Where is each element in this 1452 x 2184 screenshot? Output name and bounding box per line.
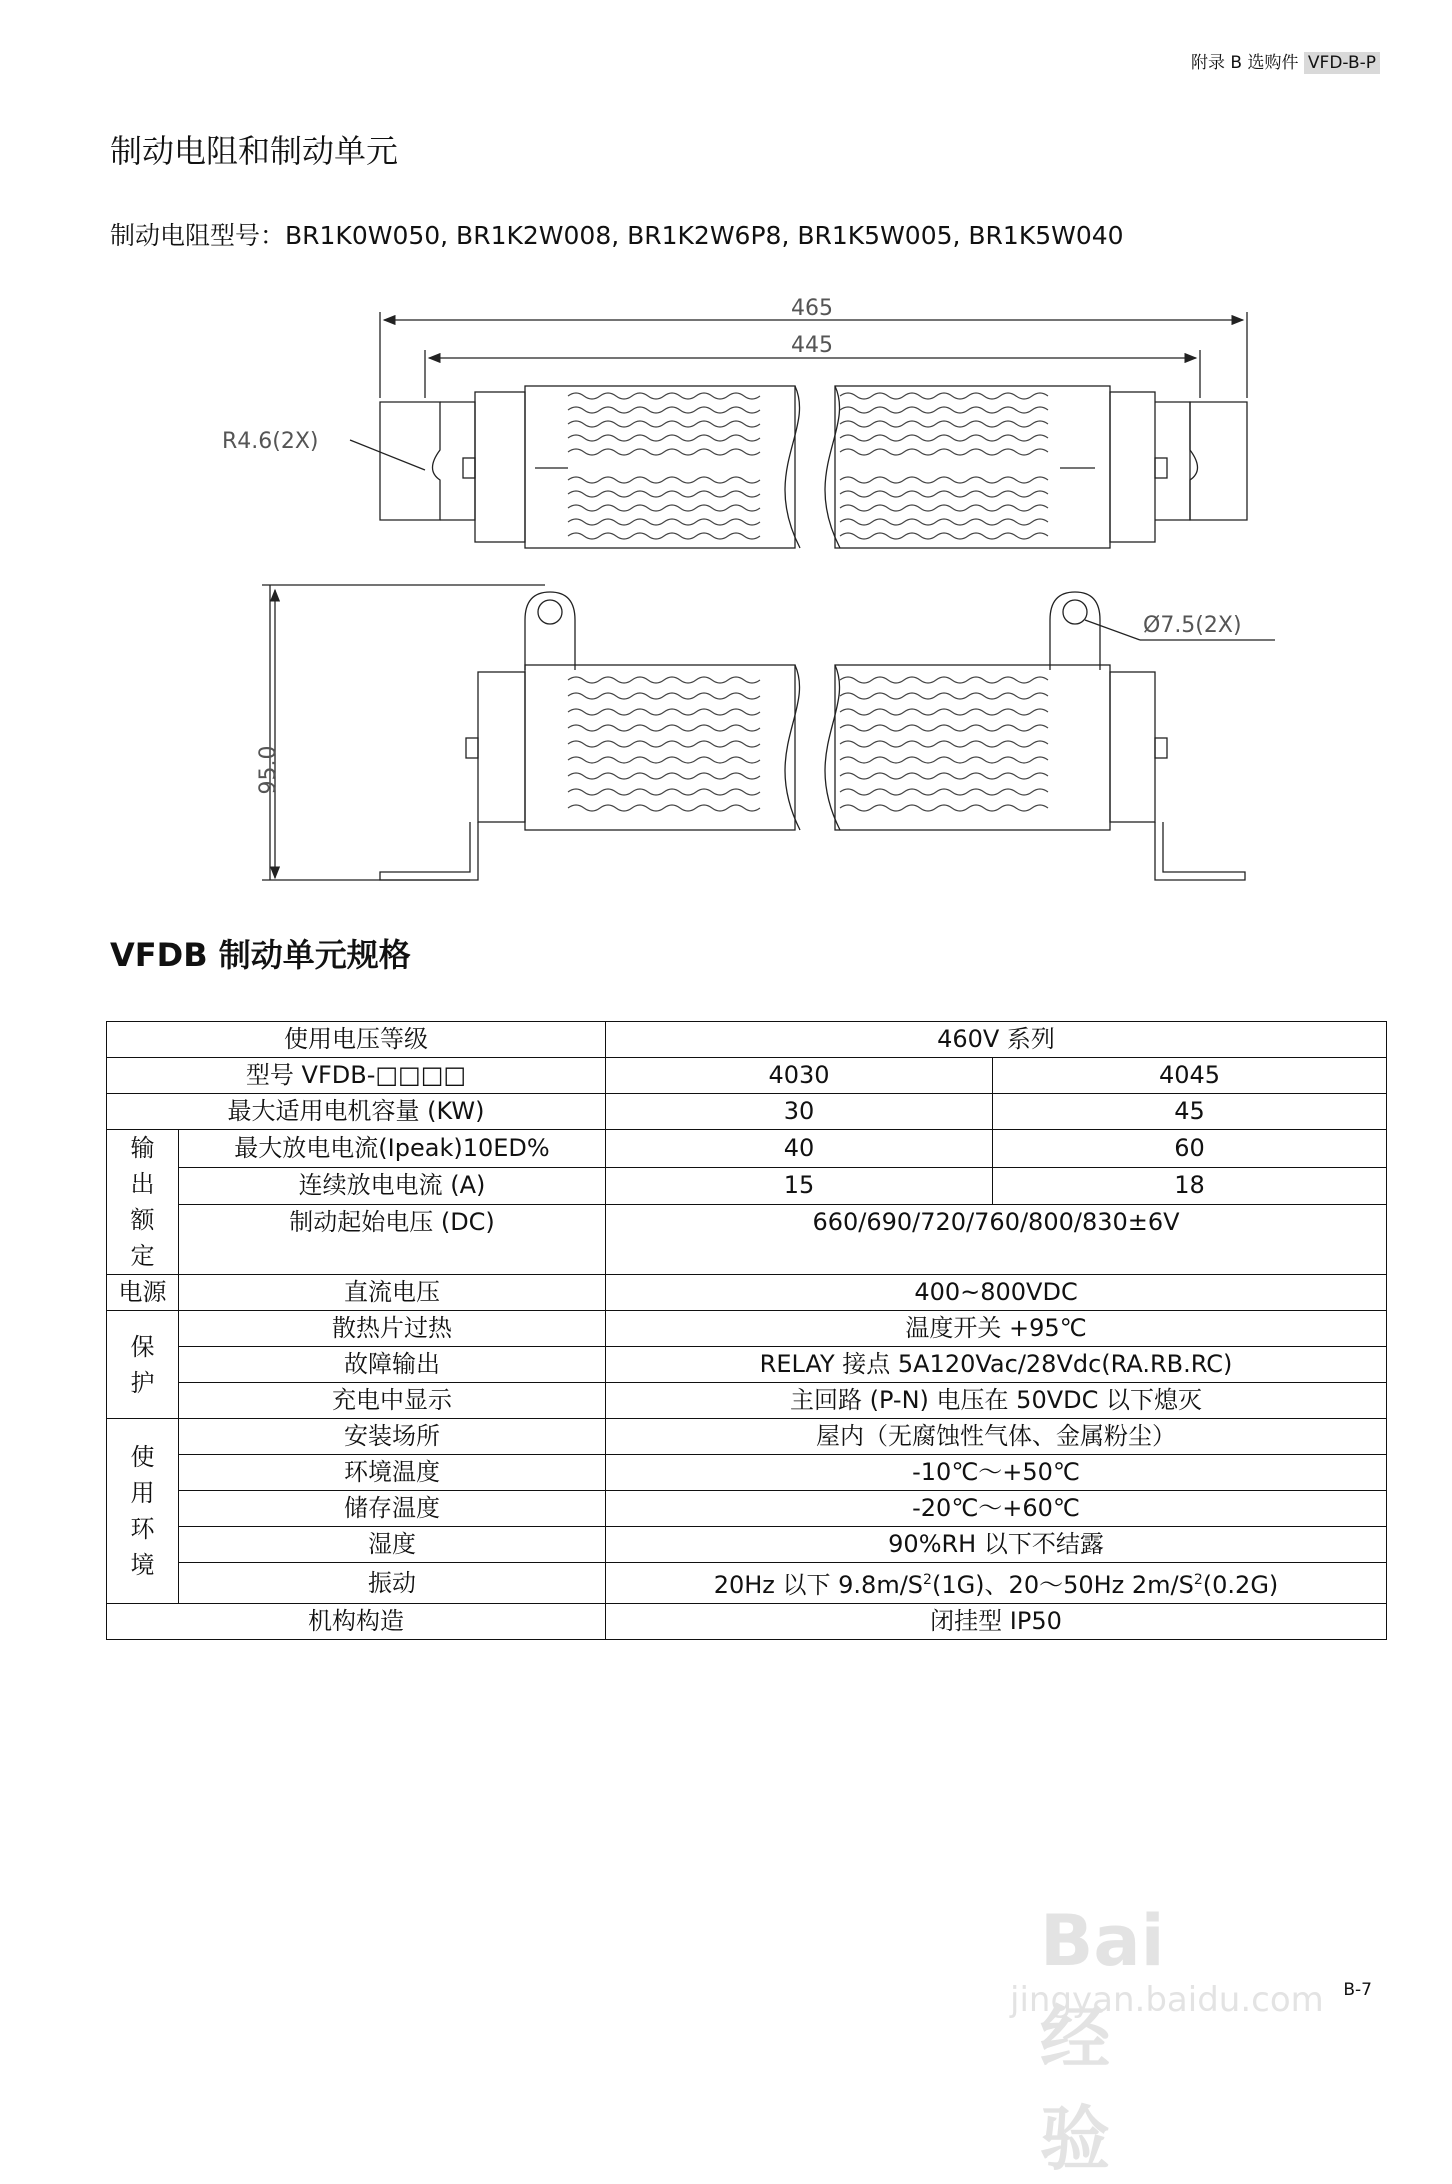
hole-dia-label: Ø7.5(2X) xyxy=(1143,613,1242,638)
page-number: B-7 xyxy=(1343,1980,1372,2000)
header-model: VFD-B-P xyxy=(1304,52,1380,74)
superscript: 2 xyxy=(1193,1572,1203,1588)
group-char: 定 xyxy=(130,1242,155,1270)
row-label: 使用电压等级 xyxy=(107,1022,606,1058)
header-prefix: 附录 B 选购件 xyxy=(1191,53,1299,73)
group-char: 用 xyxy=(130,1479,155,1507)
row-value: -10℃～+50℃ xyxy=(606,1455,1387,1491)
table-row xyxy=(107,1058,1387,1094)
vibration-part-b: (1G)、20～50Hz 2m/S xyxy=(931,1571,1194,1599)
row-value: 屋内（无腐蚀性气体、金属粉尘） xyxy=(606,1419,1387,1455)
row-label: 最大适用电机容量 (KW) xyxy=(107,1094,606,1130)
row-label: 型号 VFDB-□□□□ xyxy=(107,1058,606,1094)
table-row xyxy=(107,1130,1387,1168)
table-row xyxy=(107,1383,1387,1419)
section-title-vfdb: VFDB 制动单元规格 xyxy=(110,936,411,974)
row-value: 主回路 (P-N) 电压在 50VDC 以下熄灭 xyxy=(606,1383,1387,1419)
row-value: 90%RH 以下不结露 xyxy=(606,1527,1387,1563)
group-char: 使 xyxy=(130,1443,155,1471)
row-label: 故障输出 xyxy=(179,1347,606,1383)
table-row xyxy=(107,1205,1387,1275)
cell-4045: 4045 xyxy=(993,1058,1387,1094)
group-char: 额 xyxy=(130,1206,155,1234)
row-value: RELAY 接点 5A120Vac/28Vdc(RA.RB.RC) xyxy=(606,1347,1387,1383)
row-label: 散热片过热 xyxy=(179,1311,606,1347)
row-label: 储存温度 xyxy=(179,1491,606,1527)
height-label: 95.0 xyxy=(256,745,281,795)
dim-inner-label: 445 xyxy=(791,333,833,358)
group-char: 境 xyxy=(130,1551,155,1579)
vibration-part-a: 20Hz 以下 9.8m/S xyxy=(713,1571,924,1599)
cell-value: 45 xyxy=(993,1094,1387,1130)
row-value: 460V 系列 xyxy=(606,1022,1387,1058)
table-row xyxy=(107,1311,1387,1347)
row-value: 温度开关 +95℃ xyxy=(606,1311,1387,1347)
table-row xyxy=(107,1419,1387,1455)
row-label: 充电中显示 xyxy=(179,1383,606,1419)
table-row xyxy=(107,1167,1387,1205)
table-row xyxy=(107,1347,1387,1383)
cell-value: 30 xyxy=(606,1094,993,1130)
watermark-brand: Bai经验 xyxy=(1040,1900,1165,2180)
superscript: 2 xyxy=(923,1572,932,1588)
row-value: 闭挂型 IP50 xyxy=(606,1604,1387,1640)
row-value-vibration xyxy=(606,1563,1387,1604)
slot-radius-label: R4.6(2X) xyxy=(222,429,319,454)
table-row xyxy=(107,1527,1387,1563)
cell-value: 40 xyxy=(606,1130,993,1168)
cell-value: 15 xyxy=(606,1167,993,1205)
cell-value: 60 xyxy=(993,1130,1387,1168)
table-row xyxy=(107,1604,1387,1640)
row-label: 连续放电电流 (A) xyxy=(179,1167,606,1205)
group-char: 环 xyxy=(130,1515,155,1543)
dim-overall-label: 465 xyxy=(791,296,833,321)
row-label: 安装场所 xyxy=(179,1419,606,1455)
watermark-url: jingyan.baidu.com xyxy=(1010,1980,1324,2020)
vibration-part-c: (0.2G) xyxy=(1202,1571,1279,1599)
table-row xyxy=(107,1455,1387,1491)
group-output-rated xyxy=(107,1130,179,1275)
vfdb-spec-table xyxy=(106,1021,1387,1640)
group-char: 护 xyxy=(130,1368,155,1397)
group-power: 电源 xyxy=(107,1275,179,1311)
table-row xyxy=(107,1094,1387,1130)
group-char: 出 xyxy=(130,1170,155,1198)
table-row xyxy=(107,1563,1387,1604)
row-label: 环境温度 xyxy=(179,1455,606,1491)
group-char: 输 xyxy=(130,1134,155,1162)
row-label: 振动 xyxy=(179,1563,606,1604)
row-label: 机构构造 xyxy=(107,1604,606,1640)
row-value: 400~800VDC xyxy=(606,1275,1387,1311)
row-label: 湿度 xyxy=(179,1527,606,1563)
group-protection xyxy=(107,1311,179,1419)
section-title-braking: 制动电阻和制动单元 xyxy=(110,132,399,170)
resistor-drawing xyxy=(0,0,1452,900)
table-row xyxy=(107,1022,1387,1058)
table-row xyxy=(107,1491,1387,1527)
group-char: 保 xyxy=(130,1332,155,1361)
row-value: 660/690/720/760/800/830±6V xyxy=(606,1205,1387,1275)
row-label: 最大放电电流(Ipeak)10ED% xyxy=(179,1130,606,1168)
cell-4030: 4030 xyxy=(606,1058,993,1094)
group-environment xyxy=(107,1419,179,1604)
cell-value: 18 xyxy=(993,1167,1387,1205)
table-row xyxy=(107,1275,1387,1311)
resistor-models-line: 制动电阻型号：BR1K0W050, BR1K2W008, BR1K2W6P8, BR1K5W005, BR1K5W040 xyxy=(110,221,1124,250)
row-label: 直流电压 xyxy=(179,1275,606,1311)
row-label: 制动起始电压 (DC) xyxy=(179,1205,606,1275)
row-value: -20℃～+60℃ xyxy=(606,1491,1387,1527)
